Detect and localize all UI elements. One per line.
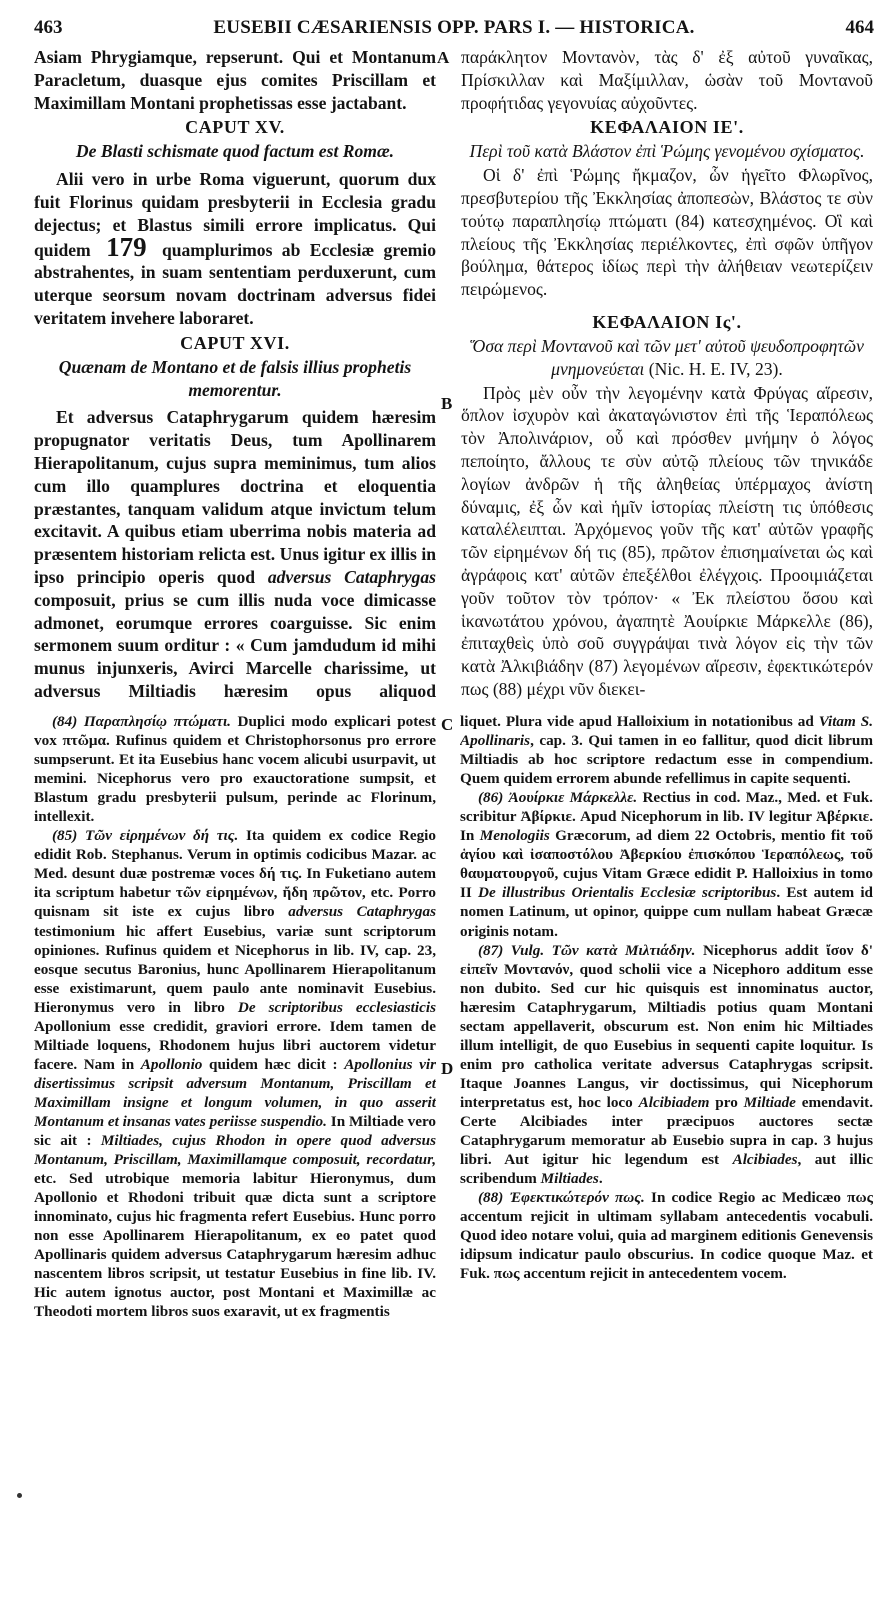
latin-cap16-heading: CAPUT XVI.: [180, 332, 290, 353]
latin-cap16-title: Quænam de Montano et de falsis illius prophetis memorentur.: [58, 356, 412, 400]
greek-cap16-heading: ΚΕΦΑΛΑΙΟΝ Ις'.: [592, 311, 742, 332]
page-number-left: 463: [34, 17, 63, 38]
margin-letter-a: A: [437, 48, 450, 67]
greek-cap15-text: Οἱ δ' ἐπὶ Ῥώμης ἤκμαζον, ὧν ἡγεῖτο Φλωρῖνος, πρεσβυτερίου τῆς Ἐκκλησίας ἀποπεσὼν, Βλάστος τε σὺν τούτῳ παραπλησίῳ πτώματι (84) κατεσχημένος. Οἳ καὶ πλείους τῆς Ἐκκλησίας περιέλκοντες, ἐπὶ σφῶν ὑπῆγον βούλημα, θάτερος ἰδίως περὶ τὴν ἀλήθειαν νεωτερίζειν πειρώμενος.: [461, 165, 873, 300]
latin-cap15-text: Alii vero in urbe Roma viguerunt, quorum dux fuit Florinus quidam presbyterii in Ecclesia gradu dejectus; et Blastus simili errore implicatus. Qui quidem 179 quamplurimos ab Ecclesiæ gremio abstrahentes, in suam sententiam perduxerunt, cum uterque seorsum novam doctrinam adversus fidei veritatem invehere laboraret.: [34, 169, 436, 328]
latin-cap15-title: De Blasti schismate quod factum est Romæ.: [75, 141, 395, 162]
latin-column: [34, 46, 436, 701]
section-number: 179: [106, 231, 147, 262]
footnote-84: (84) Παραπλησίῳ πτώματι. Duplici modo explicari potest vox πτῶμα. Rufinus quidem et Christophorsonus pro errore sumpserunt. Et ita Eusebius hanc vocem alicubi usurpavit, ut memini. Nicephorus vero pro exauctoratione sumpsit, et Blastum gradu presbyterii pulsum, perinde ac Florinum, intellexit.: [34, 713, 436, 826]
greek-cap16-title: Ὅσα περὶ Μοντανοῦ καὶ τῶν μετ' αὐτοῦ ψευδοπροφητῶν μνημονεύεται (Nic. H. E. IV, 23).: [470, 335, 864, 379]
running-header: [34, 16, 874, 40]
footnotes-left: [34, 712, 436, 1337]
margin-dot: [17, 1493, 22, 1498]
latin-intro: Asiam Phrygiamque, repserunt. Qui et Montanum Paracletum, duasque ejus comites Priscillam et Maximillam Montani prophetissas esse jactabant.: [34, 47, 436, 113]
running-title: EUSEBII CÆSARIENSIS OPP. PARS I. — HISTORICA.: [213, 17, 695, 38]
greek-cap15-heading: ΚΕΦΑΛΑΙΟΝ ΙΕ'.: [590, 117, 744, 138]
footnote-88: (88) Ἐφεκτικώτερόν πως. In codice Regio ac Medicæo πως accentum rejicit in ultimam syllabam antecedentis vocabuli. Quod ideo notare volui, quia ad marginem editionis Genevensis idipsum indicatur paulo obscurius. In codice quoque Maz. et Fuk. πως accentum rejicit in antecedentem vocem.: [460, 1189, 873, 1283]
greek-cap15-title: Περὶ τοῦ κατὰ Βλάστον ἐπὶ Ῥώμης γενομένου σχίσματος.: [469, 141, 865, 162]
page-number-right: 464: [845, 17, 874, 38]
footnote-85-continued: liquet. Plura vide apud Halloixium in notationibus ad Vitam S. Apollinaris, cap. 3. Qui tamen in eo fallitur, quod dicit librum Miltiadis ab hoc scriptore redactum esse in compendium. Quem quidem errorem abunde refellimus in capite sequenti.: [460, 713, 873, 788]
latin-cap16-text: Et adversus Cataphrygarum quidem hæresim propugnator veritatis Deus, tum Apollinarem Hierapolitanum, cujus supra meminimus, tum alios cum illo quamplures doctrina et eloquentia præstantes, tanquam validum atque invictum telum excitavit. A quibus etiam uberrima nobis materia ad præsentem historiam relicta est. Unus igitur ex illis in ipso principio operis quod adversus Cataphrygas composuit, prius se cum illis nuda voce dimicasse admonet, eorumque errores coarguisse. Sic enim sermonem suum orditur : « Cum jamdudum id mihi munus injunxeris, Avirci Marcelle charissime, ut adversus Miltiadis hæresim opus aliquod: [34, 407, 436, 701]
greek-cap16-text: Πρὸς μὲν οὖν τὴν λεγομένην κατὰ Φρύγας αἵρεσιν, ὅπλον ἰσχυρὸν καὶ ἀκαταγώνιστον ἐπὶ τῆς Ἱεραπόλεως τὸν Ἀπολινάριον, οὗ καὶ πρόσθεν μνήμην ὁ λόγος πεποίητο, ἄλλους τε σὺν αὐτῷ πλείους τῶν τηνικάδε λογίων ἀνδρῶν ἡ τῆς ἀληθείας ὑπέρμαχος ἀνίστη δύναμις, ἐξ ὧν καὶ ἡμῖν ἱστορίας πλείστη τις ὑπόθεσις καταλέλειπται. Ἀρχόμενος γοῦν τῆς κατ' αὐτῶν γραφῆς τῶν εἰρημένων δή τις (85), πρῶτον ἐπισημαίνεται ὡς καὶ ἀγράφοις κατ' αὐτῶν ἐπεξέλθοι ἐλέγχοις. Προοιμιάζεται γοῦν τοῦτον τὸν τρόπον· « Ἐκ πλείστου ὅσου καὶ ἱκανωτάτου χρόνου, ἀγαπητὲ Ἀουίρκιε Μάρκελλε (86), ἐπιταχθεὶς ὑπὸ σοῦ συγγράψαι τινὰ λόγον εἰς τὴν τῶν κατὰ Ἀλκιβιάδην (87) λεγομένων αἵρεσιν, ἐφεκτικώτερόν πως (88) μέχρι νῦν διεκει-: [461, 382, 873, 699]
latin-cap15-heading: CAPUT XV.: [185, 117, 285, 138]
footnote-87: (87) Vulg. Τῶν κατὰ Μιλτιάδην. Nicephorus addit ἴσον δ' εἰπεῖν Μοντανόν, quod scholii vice a Nicephoro additum esse non dubito. Sed cur hic quisquis est innominatus auctor, hæresim Cataphrygarum, Miltiadis potius quam Montani sectam appellaverit, obscurum est. Non enim hic Miltiades illum intelligit, de quo Eusebius in sequenti capite loquitur. Is enim pro catholica veritate adversus Cataphrygas scripsit. Itaque Joannes Langus, vir doctissimus, qui Nicephorum interpretatus est, hoc loco Alcibiadem pro Miltiade emendavit. Certe Alcibiades inter præcipuos auctores sectæ Cataphrygarum memoratur ab Eusebio supra in cap. 3 hujus libri. Aut igitur hic legendum est Alcibiades, aut illic scribendum Miltiades.: [460, 941, 873, 1188]
footnotes-right: [460, 712, 873, 1337]
footnote-86: (86) Ἀουίρκιε Μάρκελλε. Rectius in cod. Maz., Med. et Fuk. scribitur Ἀβίρκιε. Apud Nicephorum in lib. IV legitur Ἀβέρκιε. In Menologiis Græcorum, ad diem 22 Octobris, mentio fit τοῦ ἁγίου καὶ ἰσαποστόλου Ἀβερκίου ἐπισκόπου Ἱεραπόλεως, τοῦ θαυματουργοῦ, cujus Vitam Græce edidit P. Halloixius in tomo II De illustribus Orientalis Ecclesiæ scriptoribus. Est autem id nomen Latinum, ut opinor, quippe cum nullam habeat Græcæ originis notam.: [460, 789, 873, 940]
margin-letter-b: B: [441, 394, 453, 413]
greek-column: [461, 46, 873, 701]
margin-letter-c: C: [441, 715, 454, 734]
margin-letter-d: D: [441, 1059, 454, 1078]
greek-intro: παράκλητον Μοντανὸν, τὰς δ' ἐξ αὐτοῦ γυναῖκας, Πρίσκιλλαν καὶ Μαξίμιλλαν, ὡσὰν τοῦ Μοντανοῦ προφήτιδας γεγονυίας αὐχοῦντες.: [461, 47, 873, 113]
footnote-85: (85) Τῶν εἰρημένων δή τις. Ita quidem ex codice Regio edidit Rob. Stephanus. Verum in optimis codicibus Mazar. ac Med. desunt duæ postremæ voces δή τις. In Fuketiano autem ita scriptum habetur τῶν εἰρημένων, ἤδη πρῶτον, etc. Porro quisnam sit iste ex cujus libro adversus Cataphrygas testimonium hic affert Eusebius, variæ sunt scriptorum opiniones. Rufinus quidem et Nicephorus in lib. IV, cap. 23, eosque secutus Baronius, hunc Apollinarem Hierapolitanum esse existimarunt, quem paulo ante nominavit Eusebius. Hieronymus vero in libro De scriptoribus ecclesiasticis Apollonium esse credidit, graviori errore. Idem tamen de Miltiade loquens, Rhodonem hujus libri auctorem videtur facere. Nam in Apollonio quidem hæc dicit : Apollonius vir disertissimus scripsit adversum Montanum, Priscillam et Maximillam insigne et longum volumen, in quo asserit Montanum et insanas vates periisse suspendio. In Miltiade vero sic ait : Miltiades, cujus Rhodon in opere quod adversus Montanum, Priscillam, Maximillamque composuit, recordatur, etc. Sed utrobique memoria labitur Hieronymus, dum Apollonio et Rhodoni tribuit quæ dicta sunt a scriptore innominato, cujus hic fragmenta refert Eusebius. Hunc porro non esse Apollinarem Hierapolitanum, ex eo patet quod Apollinaris quidem adversus Cataphrygarum hæresim adhuc nascentem libros scripsit, ut testatur Eusebius in fine lib. IV. Hic autem ignotus auctor, post Montani et Maximillæ ac Theodoti mortem libros suos exaravit, ut ex fragmentis: [34, 827, 436, 1321]
